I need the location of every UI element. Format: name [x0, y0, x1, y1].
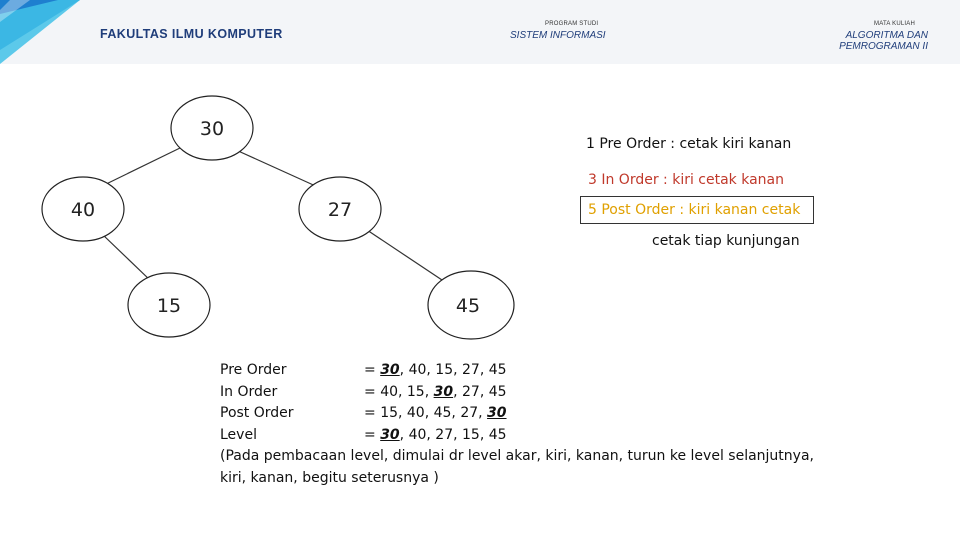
node-right-label: 27 [327, 199, 353, 221]
traversal-sequence: = 40, 15, 30, 27, 45 [364, 383, 507, 400]
edge-27-45 [364, 228, 448, 284]
traversal-row-pre-order [220, 360, 860, 382]
traversal-label: Post Order [220, 405, 294, 422]
level-order-note: (Pada pembacaan level, dimulai dr level akar, kiri, kanan, turun ke level selanjutnya, kiri, kanan, begitu seterusnya ) [220, 448, 814, 486]
note-post-order: 5 Post Order : kiri kanan cetak [580, 196, 814, 224]
traversal-row-in-order [220, 382, 860, 404]
program-label: PROGRAM STUDI [545, 21, 599, 27]
edge-40-15 [102, 234, 152, 282]
traversal-label: Level [220, 426, 257, 443]
note-pre-order: 1 Pre Order : cetak kiri kanan [586, 136, 792, 152]
note-visit: cetak tiap kunjungan [652, 233, 800, 249]
course-value-line2: PEMROGRAMAN II [839, 41, 928, 52]
traversal-row-level [220, 425, 860, 447]
course-value-line1: ALGORITMA DAN [845, 30, 928, 41]
edge-30-27 [236, 150, 320, 188]
traversal-row-post-order [220, 403, 860, 425]
node-right-child-label: 45 [455, 295, 481, 317]
edge-30-40 [98, 148, 180, 188]
traversal-label: Pre Order [220, 362, 287, 378]
traversal-sequence: = 30, 40, 15, 27, 45 [364, 362, 507, 378]
traversal-sequence: = 30, 40, 27, 15, 45 [364, 426, 507, 443]
course-label: MATA KULIAH [874, 21, 915, 27]
program-value: SISTEM INFORMASI [510, 30, 606, 41]
node-left-child-label: 15 [156, 295, 182, 317]
note-in-order: 3 In Order : kiri cetak kanan [588, 172, 785, 188]
node-left-label: 40 [70, 199, 96, 221]
traversal-label: In Order [220, 383, 278, 400]
traversal-sequence: = 15, 40, 45, 27, 30 [364, 405, 507, 422]
node-root-label: 30 [199, 118, 225, 140]
traversal-results [220, 360, 860, 490]
faculty-title: FAKULTAS ILMU KOMPUTER [100, 27, 283, 41]
